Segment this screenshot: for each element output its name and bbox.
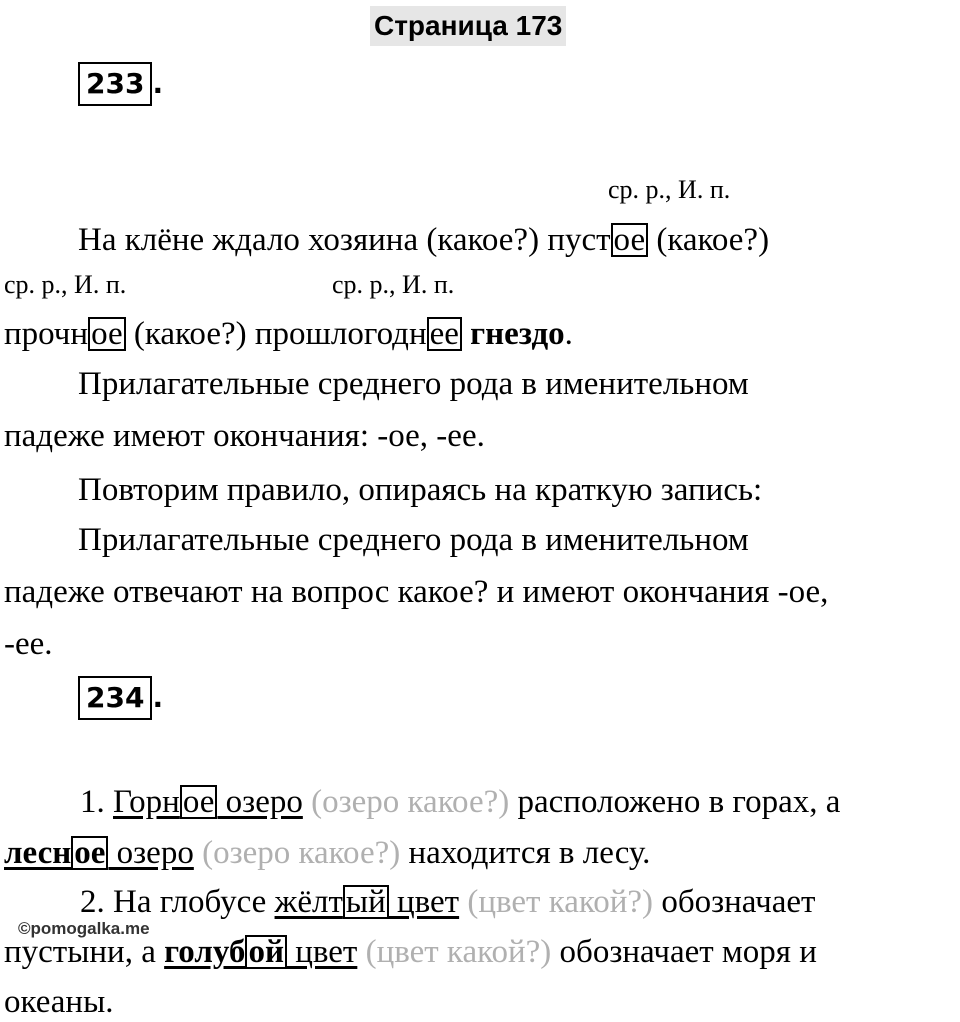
ending-box: ое [180, 785, 218, 819]
ex233-line1-text: На клёне ждало хозяина (какое?) пуст [78, 222, 611, 258]
word-stem: Горн [113, 784, 180, 820]
annotation-3: ср. р., И. п. [332, 270, 455, 299]
ex233-line2-text-b: (какое?) прошлогодн [125, 316, 427, 352]
question-hint: (озеро какое?) [311, 784, 510, 820]
noun: озеро [108, 835, 194, 871]
noun-bold: гнездо [470, 316, 565, 352]
annotation-2: ср. р., И. п. [4, 270, 127, 299]
ex234-s2-line1 [80, 882, 815, 922]
word-stem-bold: лесн [4, 835, 72, 871]
watermark: ©pomogalka.me [18, 919, 150, 938]
ex233-para4-line1: Прилагательные среднего рода в именительном [78, 522, 749, 558]
sentence-number: 1. [80, 784, 113, 820]
noun: озеро [217, 784, 303, 820]
ex233-line2-text: прочн [4, 316, 89, 352]
exercise-234-box: 234 [78, 676, 152, 720]
word-stem: жёлт [274, 884, 343, 920]
question-hint: (цвет какой?) [467, 884, 654, 920]
sentence-rest: обозначает [653, 884, 816, 920]
exercise-233-number: 233 . [78, 62, 163, 106]
ex234-s2-line2 [4, 932, 817, 972]
ending-box: ое [611, 223, 649, 257]
period: . [564, 316, 573, 352]
sentence-text: пустыни, а [4, 934, 165, 970]
phrase-underlined [4, 835, 194, 871]
ex233-line1-question: (какое?) [648, 222, 770, 258]
ex233-line2 [4, 314, 573, 354]
ending-box: ое [88, 317, 126, 351]
exercise-233-box: 233 [78, 62, 152, 106]
phrase-underlined [164, 934, 357, 970]
page-title: Страница 173 [370, 6, 566, 46]
ending-box: ее [427, 317, 462, 351]
ex234-s2-line3: океаны. [4, 984, 114, 1020]
ex233-para4-line2: падеже отвечают на вопрос какое? и имеют окончания -ое, [4, 574, 829, 610]
sentence-start: 2. На глобусе [80, 884, 275, 920]
noun: цвет [286, 934, 358, 970]
phrase-underlined [113, 784, 303, 820]
sentence-rest: обозначает моря и [551, 934, 817, 970]
ending-box: ое [71, 836, 108, 870]
ex233-para4-line3: -ее. [4, 626, 53, 662]
question-hint: (цвет какой?) [365, 934, 552, 970]
exercise-234-number: 234 . [78, 676, 163, 720]
ex234-s1-line2 [4, 833, 650, 873]
noun: цвет [388, 884, 460, 920]
ex233-line1 [78, 220, 769, 260]
sentence-rest: находится в лесу. [400, 835, 651, 871]
phrase-underlined [275, 884, 460, 920]
sentence-rest: расположено в горах, а [509, 784, 841, 820]
ex234-s1-line1 [80, 782, 840, 822]
ending-box: ый [343, 885, 389, 919]
ending-box: ой [245, 935, 287, 969]
word-stem-bold: голуб [164, 934, 246, 970]
annotation-1: ср. р., И. п. [608, 175, 731, 204]
question-hint: (озеро какое?) [202, 835, 401, 871]
ex233-para2-line1: Прилагательные среднего рода в именительном [78, 366, 749, 402]
ex233-para2-line2: падеже имеют окончания: -ое, -ее. [4, 418, 485, 454]
ex233-para3: Повторим правило, опираясь на краткую запись: [78, 472, 763, 508]
